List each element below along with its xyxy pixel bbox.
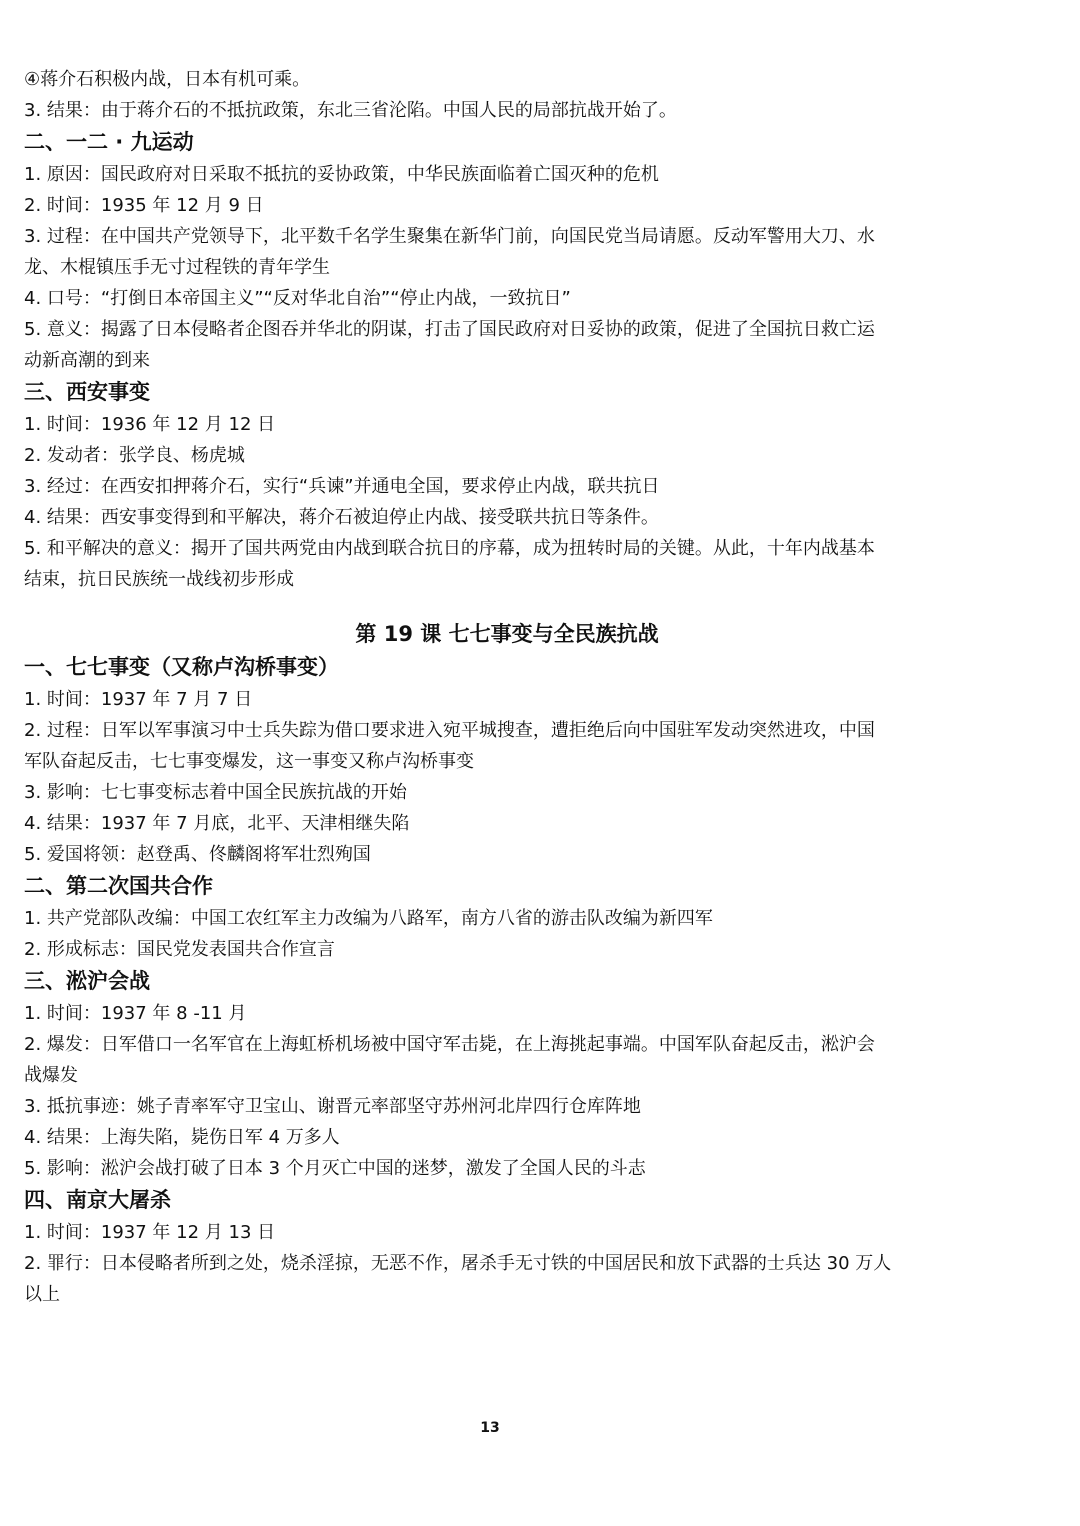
- text-line: 动新高潮的到来: [24, 350, 150, 371]
- text-line: 5. 影响：淞沪会战打破了日本 3 个月灭亡中国的迷梦，激发了全国人民的斗志: [24, 1158, 646, 1179]
- text-line: 2. 过程：日军以军事演习中士兵失踪为借口要求进入宛平城搜查，遭拒绝后向中国驻军发动突然进攻，中国: [24, 720, 875, 741]
- text-line: 1. 时间：1936 年 12 月 12 日: [24, 414, 276, 435]
- page-number: 13: [480, 1420, 500, 1436]
- text-line: 2. 发动者：张学良、杨虎城: [24, 445, 245, 466]
- text-line: 2. 爆发：日军借口一名军官在上海虹桥机场被中国守军击毙，在上海挑起事端。中国军队奋起反击，淞沪会: [24, 1034, 875, 1055]
- text-line: 4. 结果：上海失陷，毙伤日军 4 万多人: [24, 1127, 340, 1148]
- text-line: 战爆发: [24, 1065, 78, 1086]
- text-line: 3. 过程：在中国共产党领导下，北平数千名学生聚集在新华门前，向国民党当局请愿。反动军警用大刀、水: [24, 226, 875, 247]
- text-line: 3. 结果：由于蒋介石的不抵抗政策，东北三省沦陷。中国人民的局部抗战开始了。: [24, 100, 677, 121]
- text-line: 龙、木棍镇压手无寸过程铁的青年学生: [24, 257, 330, 278]
- text-line: ④蒋介石积极内战，日本有机可乘。: [24, 69, 311, 90]
- text-line: 4. 口号：“打倒日本帝国主义”“反对华北自治”“停止内战，一致抗日”: [24, 288, 571, 309]
- text-line: 2. 时间：1935 年 12 月 9 日: [24, 195, 264, 216]
- text-line: 1. 时间：1937 年 7 月 7 日: [24, 689, 253, 710]
- text-line: 2. 形成标志：国民党发表国共合作宣言: [24, 939, 335, 960]
- text-line: 5. 意义：揭露了日本侵略者企图吞并华北的阴谋，打击了国民政府对日妥协的政策，促进了全国抗日救亡运: [24, 319, 875, 340]
- lesson-title: 第 19 课 七七事变与全民族抗战: [355, 622, 659, 646]
- text-line: 结束，抗日民族统一战线初步形成: [24, 569, 294, 590]
- text-line: 3. 影响：七七事变标志着中国全民族抗战的开始: [24, 782, 407, 803]
- text-line: 3. 抵抗事迹：姚子青率军守卫宝山、谢晋元率部坚守苏州河北岸四行仓库阵地: [24, 1096, 641, 1117]
- section-heading: 四、南京大屠杀: [24, 1188, 171, 1212]
- text-line: 4. 结果：西安事变得到和平解决，蒋介石被迫停止内战、接受联共抗日等条件。: [24, 507, 659, 528]
- text-line: 军队奋起反击，七七事变爆发，这一事变又称卢沟桥事变: [24, 751, 474, 772]
- section-heading: 二、一二 · 九运动: [24, 130, 194, 154]
- text-line: 1. 共产党部队改编：中国工农红军主力改编为八路军，南方八省的游击队改编为新四军: [24, 908, 713, 929]
- text-line: 1. 原因：国民政府对日采取不抵抗的妥协政策，中华民族面临着亡国灭种的危机: [24, 164, 659, 185]
- section-heading: 二、第二次国共合作: [24, 874, 213, 898]
- section-heading: 三、西安事变: [24, 380, 150, 404]
- text-line: 以上: [24, 1284, 60, 1305]
- text-line: 1. 时间：1937 年 8 -11 月: [24, 1003, 247, 1024]
- text-line: 4. 结果：1937 年 7 月底，北平、天津相继失陷: [24, 813, 410, 834]
- text-line: 5. 爱国将领：赵登禹、佟麟阁将军壮烈殉国: [24, 844, 371, 865]
- document-page: [24, 64, 974, 1310]
- section-heading: 一、七七事变（又称卢沟桥事变）: [24, 655, 339, 679]
- text-line: 5. 和平解决的意义：揭开了国共两党由内战到联合抗日的序幕，成为扭转时局的关键。从此，十年内战基本: [24, 538, 875, 559]
- text-line: 2. 罪行：日本侵略者所到之处，烧杀淫掠，无恶不作，屠杀手无寸铁的中国居民和放下武器的士兵达 30 万人: [24, 1253, 892, 1274]
- text-line: 1. 时间：1937 年 12 月 13 日: [24, 1222, 276, 1243]
- section-heading: 三、淞沪会战: [24, 969, 150, 993]
- text-line: 3. 经过：在西安扣押蒋介石，实行“兵谏”并通电全国，要求停止内战，联共抗日: [24, 476, 660, 497]
